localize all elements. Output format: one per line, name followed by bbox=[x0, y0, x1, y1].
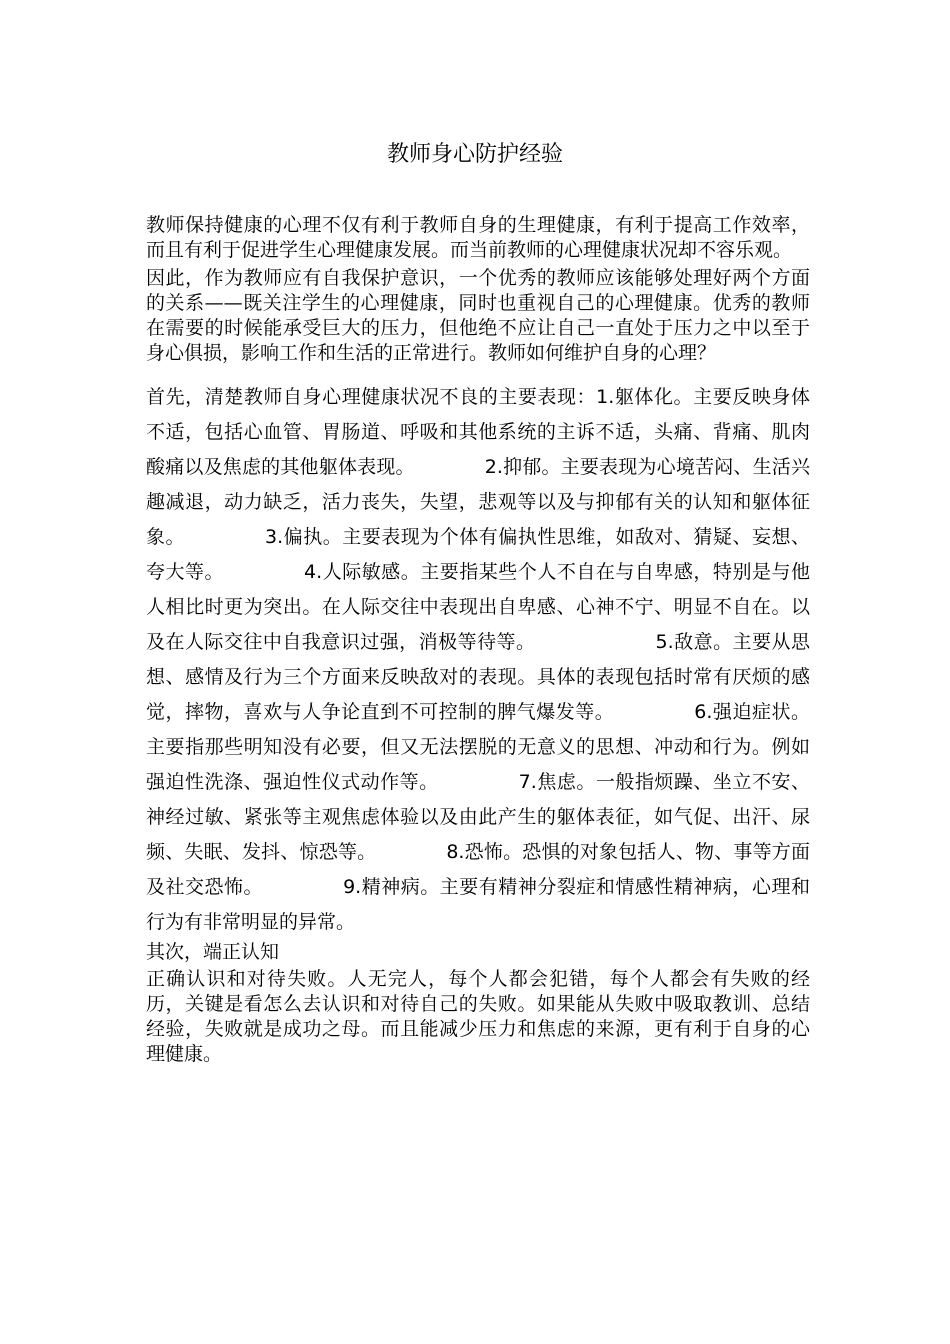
symptoms-paragraph bbox=[146, 380, 810, 940]
symptom-text: 人际敏感。主要指某些个人不自在与自卑感，特别是与他人相比时更为突出。在人际交往中表现出自卑感、心神不宁、明显不自在。以及在人际交往中自我意识过强，消极等待等。 bbox=[146, 561, 810, 653]
symptom-number: 1. bbox=[596, 386, 615, 408]
symptom-text: 恐怖。恐惧的对象包括人、物、事等方面及社交恐怖。 bbox=[146, 841, 810, 898]
document-title: 教师身心防护经验 bbox=[386, 142, 563, 167]
symptom-number: 9. bbox=[343, 876, 362, 898]
symptom-number: 3. bbox=[265, 526, 284, 548]
symptom-number: 8. bbox=[446, 841, 465, 863]
symptom-text: 躯体化。主要反映身体不适，包括心血管、胃肠道、呼吸和其他系统的主诉不适，头痛、背痛、肌肉酸痛以及焦虑的其他躯体表现。 bbox=[146, 386, 810, 478]
document-body bbox=[146, 213, 810, 1067]
symptoms-intro: 首先，清楚教师自身心理健康状况不良的主要表现： bbox=[146, 386, 597, 408]
failure-paragraph: 正确认识和对待失败。人无完人，每个人都会犯错，每个人都会有失败的经历，关键是看怎么去认识和对待自己的失败。如果能从失败中吸取教训、总结经验，失败就是成功之母。而且能减少压力和焦虑的来源，更有利于自身的心理健康。 bbox=[146, 968, 810, 1065]
intro-paragraph: 教师保持健康的心理不仅有利于教师自身的生理健康，有利于提高工作效率，而且有利于促进学生心理健康发展。而当前教师的心理健康状况却不容乐观。 bbox=[146, 214, 810, 261]
symptom-text: 强迫症状。主要指那些明知没有必要，但又无法摆脱的无意义的思想、冲动和行为。例如强迫性洗涤、强迫性仪式动作等。 bbox=[146, 701, 810, 793]
symptom-number: 4. bbox=[304, 561, 323, 583]
symptom-number: 5. bbox=[655, 631, 674, 653]
next-heading: 其次，端正认知 bbox=[146, 941, 280, 963]
symptom-text: 焦虑。一般指烦躁、坐立不安、神经过敏、紧张等主观焦虑体验以及由此产生的躯体表征，如气促、出汗、尿频、失眠、发抖、惊恐等。 bbox=[146, 771, 810, 863]
symptom-number: 2. bbox=[484, 456, 503, 478]
symptom-text: 敌意。主要从思想、感情及行为三个方面来反映敌对的表现。具体的表现包括时常有厌烦的感觉，摔物，喜欢与人争论直到不可控制的脾气爆发等。 bbox=[146, 631, 810, 723]
self-protection-paragraph: 因此，作为教师应有自我保护意识，一个优秀的教师应该能够处理好两个方面的关系——既关注学生的心理健康，同时也重视自己的心理健康。优秀的教师在需要的时候能承受巨大的压力，但他绝不应让自己一直处于压力之中以至于身心俱损，影响工作和生活的正常进行。教师如何维护自身的心理？ bbox=[146, 267, 810, 364]
symptom-text: 精神病。主要有精神分裂症和情感性精神病，心理和行为有非常明显的异常。 bbox=[146, 876, 810, 933]
symptom-text: 抑郁。主要表现为心境苦闷、生活兴趣减退，动力缺乏，活力丧失，失望，悲观等以及与抑郁有关的认知和躯体征象。 bbox=[146, 456, 810, 548]
symptom-text: 偏执。主要表现为个体有偏执性思维，如敌对、猜疑、妄想、夸大等。 bbox=[146, 526, 810, 583]
symptom-number: 7. bbox=[518, 771, 537, 793]
symptom-number: 6. bbox=[694, 701, 713, 723]
